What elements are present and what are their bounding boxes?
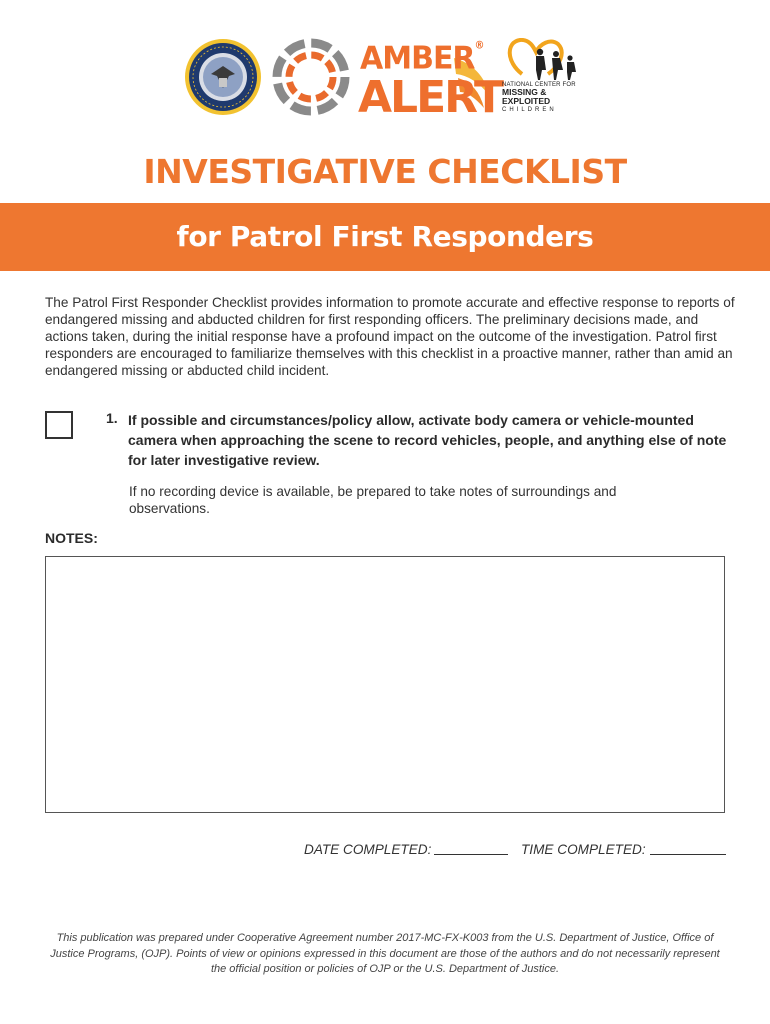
item-1-checkbox[interactable] bbox=[45, 411, 73, 439]
logo-bar bbox=[0, 38, 770, 122]
footer-disclaimer: This publication was prepared under Cooperative Agreement number 2017-MC-FX-K003 from the U.S. Department of Justice, Office of Justice Programs, (OJP). Points of view or opinions expressed in this document are those of the authors and do not necessarily represent the official position or policies of OJP or the U.S. Department of Justice. bbox=[50, 932, 720, 975]
date-completed-field[interactable] bbox=[434, 854, 508, 855]
doj-seal-logo bbox=[184, 38, 262, 116]
intro-paragraph: The Patrol First Responder Checklist provides information to promote accurate and effective response to reports of endangered missing and abducted children for first responding officers. The preliminary decisions made, and actions taken, during the initial response have a profound impact on the outcome of the investigation. Patrol first responders are encouraged to familiarize themselves with this checklist in a proactive manner, rather than amid an endangered missing or abducted child incident. bbox=[45, 295, 735, 378]
subtitle-banner: for Patrol First Responders bbox=[0, 203, 770, 271]
time-completed-label: TIME COMPLETED: bbox=[521, 842, 646, 857]
time-completed-field[interactable] bbox=[650, 854, 726, 855]
ncmec-line2: MISSING & bbox=[502, 87, 547, 97]
notes-label: NOTES: bbox=[45, 530, 98, 546]
notes-field[interactable] bbox=[45, 556, 725, 813]
ncmec-wordmark bbox=[502, 82, 586, 113]
page-title: INVESTIGATIVE CHECKLIST bbox=[143, 152, 627, 191]
date-completed-label: DATE COMPLETED: bbox=[304, 842, 432, 857]
ncmec-line1: NATIONAL CENTER FOR bbox=[502, 82, 576, 88]
ncmec-line3: EXPLOITED bbox=[502, 95, 551, 106]
amber-alert-logo bbox=[360, 40, 484, 77]
item-1-text: If possible and circumstances/policy allow, activate body camera or vehicle-mounted camera when approaching the scene to record vehicles, people, and anything else of note for later investigative review. bbox=[128, 412, 727, 468]
ncmec-line4: CHILDREN bbox=[502, 106, 557, 113]
ring-logo bbox=[272, 38, 350, 116]
item-1-number: 1. bbox=[106, 410, 118, 426]
registered-mark: ® bbox=[474, 40, 484, 52]
alert-word: ALERT bbox=[358, 72, 503, 123]
amber-word: AMBER bbox=[360, 40, 475, 77]
item-1-note: If no recording device is available, be prepared to take notes of surroundings and observations. bbox=[129, 484, 617, 516]
